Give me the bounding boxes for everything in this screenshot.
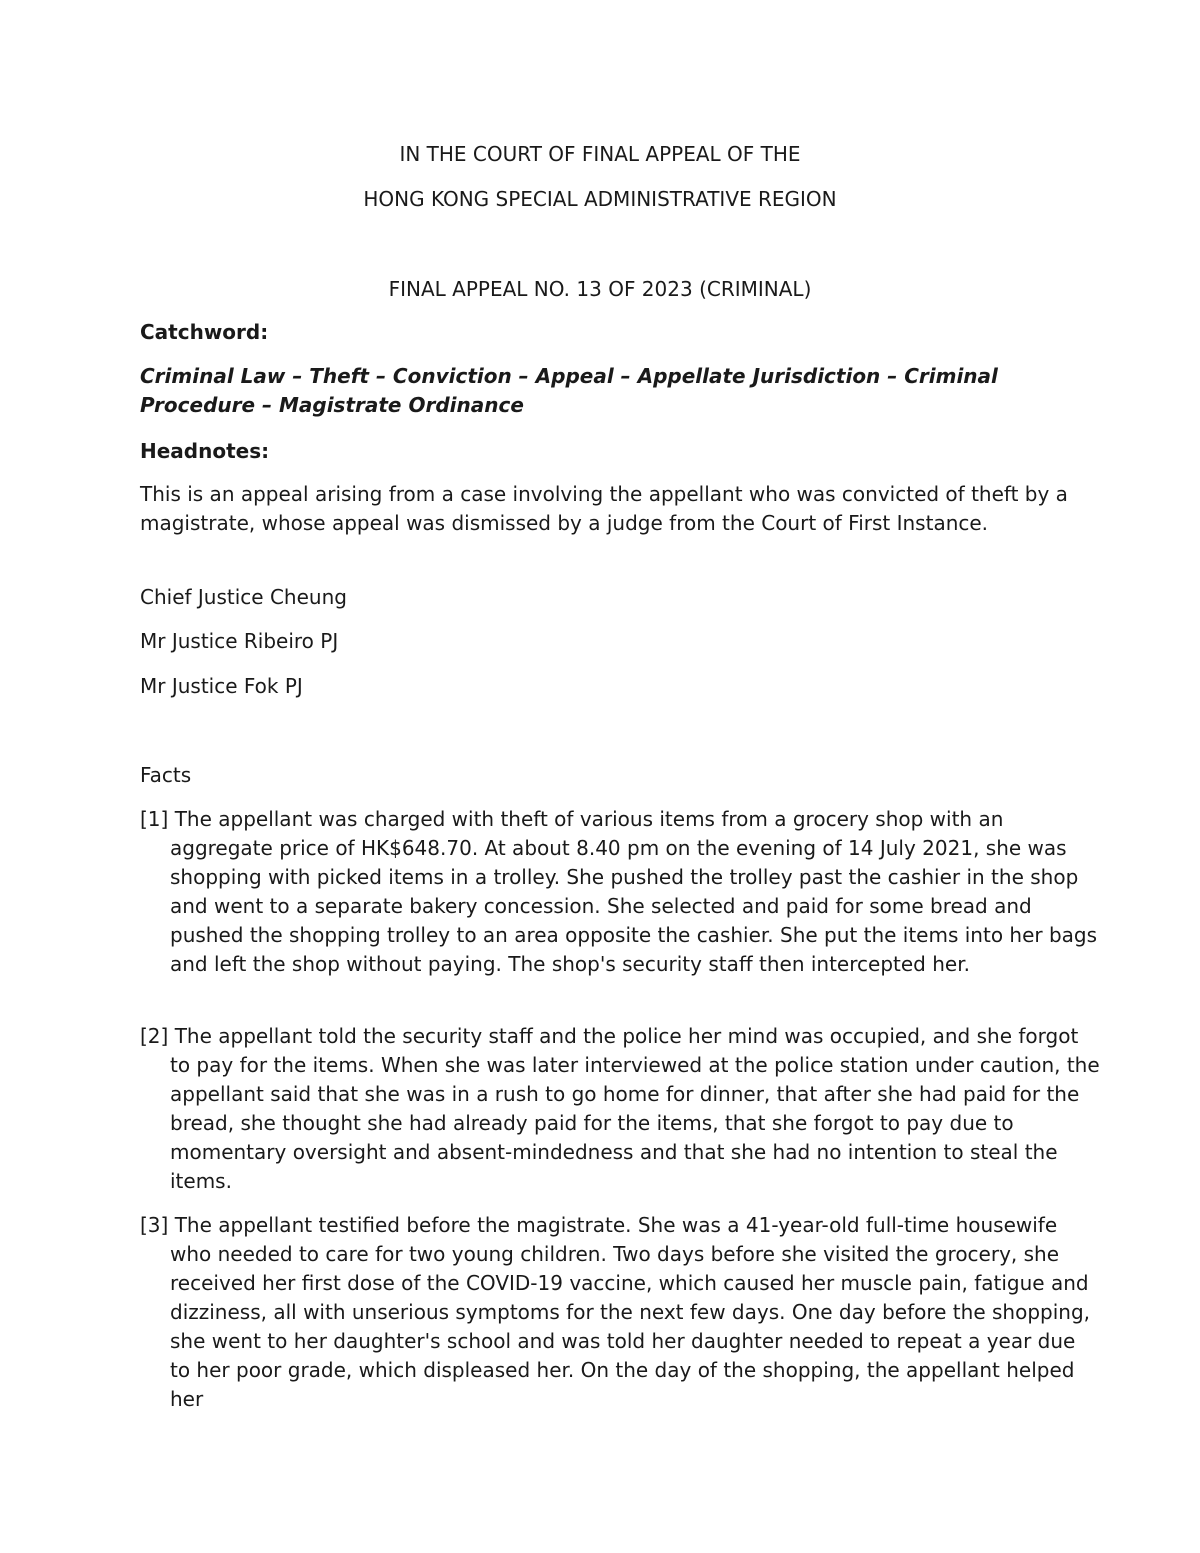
catchword-text: Criminal Law – Theft – Conviction – Appeal – Appellate Jurisdiction – Criminal Procedure – Magistrate Ordinance [140,364,998,417]
court-title-line2: HONG KONG SPECIAL ADMINISTRATIVE REGION [363,187,837,211]
facts-paragraph-1: [1] The appellant was charged with theft of various items from a grocery shop with an aggregate price of HK$648.70. At about 8.40 pm on the evening of 14 July 2021, she was shopping with picked items in a trolley. She pushed the trolley past the cashier in the shop and went to a separate bakery concession. She selected and paid for some bread and pushed the shopping trolley to an area opposite the cashier. She put the items into her bags and left the shop without paying. The shop's security staff then intercepted her. [140,807,1098,976]
judge-name: Chief Justice Cheung [140,585,347,609]
facts-paragraph-3: [3] The appellant testified before the magistrate. She was a 41-year-old full-time housewife who needed to care for two young children. Two days before she visited the grocery, she received her first dose of the COVID-19 vaccine, which caused her muscle pain, fatigue and dizziness, all with unserious symptoms for the next few days. One day before the shopping, she went to her daughter's school and was told her daughter needed to repeat a year due to her poor grade, which displeased her. On the day of the shopping, the appellant helped her [140,1213,1090,1411]
headnotes-text: This is an appeal arising from a case involving the appellant who was convicted of theft by a magistrate, whose appeal was dismissed by a judge from the Court of First Instance. [140,482,1068,535]
case-number: FINAL APPEAL NO. 13 OF 2023 (CRIMINAL) [388,277,812,301]
headnotes-heading: Headnotes: [140,439,270,463]
court-title-line1: IN THE COURT OF FINAL APPEAL OF THE [399,142,801,166]
judge-name: Mr Justice Ribeiro PJ [140,629,339,653]
facts-heading: Facts [140,763,192,787]
judge-name: Mr Justice Fok PJ [140,674,303,698]
catchword-heading: Catchword: [140,320,269,344]
facts-paragraph-2: [2] The appellant told the security staff and the police her mind was occupied, and she forgot to pay for the items. When she was later interviewed at the police station under caution, the appellant said that she was in a rush to go home for dinner, that after she had paid for the bread, she thought she had already paid for the items, that she forgot to pay due to momentary oversight and absent-mindedness and that she had no intention to steal the items. [140,1024,1100,1193]
